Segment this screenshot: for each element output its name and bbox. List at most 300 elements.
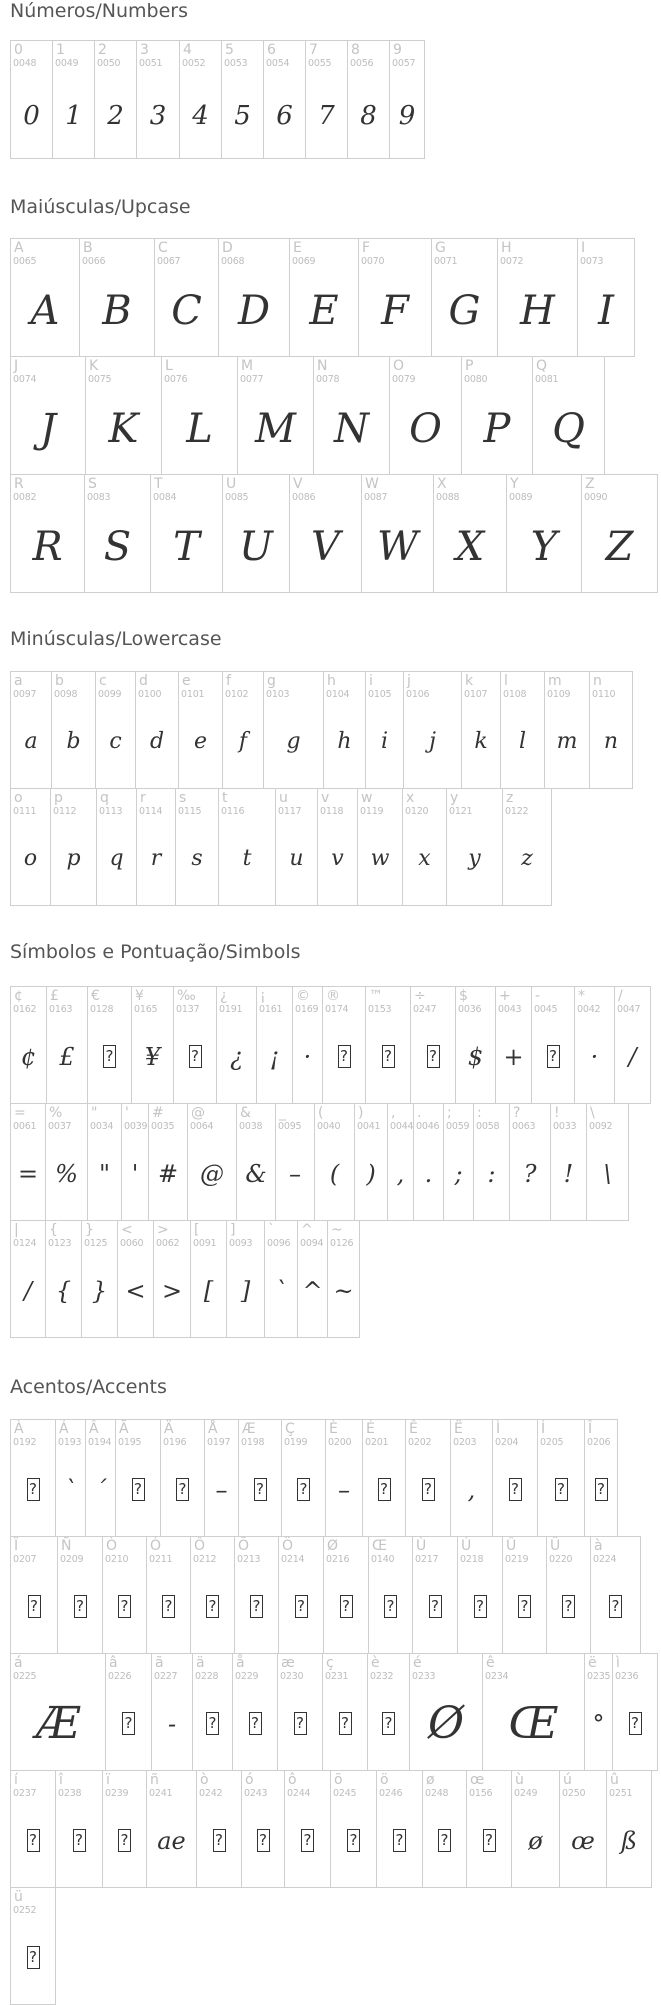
glyph-code: 0112	[53, 806, 77, 817]
glyph-label: Å	[208, 1421, 218, 1437]
glyph-cell	[95, 671, 136, 789]
section-title-numeros-numbers: Números/Numbers	[10, 0, 188, 22]
glyph-label: i	[369, 673, 373, 689]
glyph-label: ^	[301, 1222, 313, 1238]
missing-glyph-icon	[103, 1045, 116, 1068]
missing-glyph-icon	[340, 1595, 353, 1618]
glyph-cell	[221, 40, 264, 159]
glyph-cell	[546, 1536, 591, 1654]
glyph-code: 0039	[124, 1121, 148, 1132]
glyph-label: k	[465, 673, 474, 689]
glyph-sample: 4	[192, 101, 209, 131]
glyph-sample: /	[628, 1043, 637, 1071]
glyph-sample: ß	[620, 1827, 638, 1855]
glyph-label: t	[222, 790, 228, 806]
missing-glyph-icon	[250, 1595, 263, 1618]
glyph-label: g	[267, 673, 276, 689]
glyph-sample: ·	[303, 1043, 312, 1071]
glyph-sample: G	[448, 288, 481, 334]
glyph-code: 0051	[139, 58, 163, 69]
glyph-cell	[433, 474, 507, 593]
glyph-code: 0067	[157, 256, 181, 267]
glyph-cell	[190, 1220, 227, 1338]
glyph-cell	[495, 986, 532, 1104]
glyph-cell	[10, 671, 52, 789]
glyph-label: l	[504, 673, 508, 689]
section-title-acentos-accents: Acentos/Accents	[10, 1376, 167, 1398]
glyph-sample: C	[171, 288, 202, 334]
glyph-code: 0085	[225, 492, 249, 503]
glyph-cell	[50, 788, 97, 906]
glyph-code: 0192	[13, 1437, 37, 1448]
glyph-cell	[218, 788, 276, 906]
glyph-code: 0118	[320, 806, 344, 817]
glyph-label: á	[14, 1655, 23, 1671]
glyph-label: Ó	[150, 1538, 162, 1554]
missing-glyph-icon	[429, 1595, 442, 1618]
glyph-label: [	[194, 1222, 200, 1238]
glyph-label: ü	[14, 1889, 23, 1905]
missing-glyph-icon	[384, 1595, 397, 1618]
glyph-label: -	[535, 988, 541, 1004]
missing-glyph-icon	[132, 1478, 145, 1501]
glyph-code: 0055	[308, 58, 332, 69]
missing-glyph-icon	[27, 1946, 40, 1969]
glyph-cell	[466, 1770, 512, 1888]
missing-glyph-icon	[162, 1595, 175, 1618]
glyph-code: 0110	[592, 689, 616, 700]
glyph-label: Í	[541, 1421, 546, 1437]
glyph-sample	[493, 1478, 537, 1501]
glyph-sample: (	[329, 1160, 340, 1188]
glyph-sample	[366, 1045, 410, 1068]
glyph-label: ä	[196, 1655, 205, 1671]
glyph-code: 0035	[151, 1121, 175, 1132]
glyph-cell	[281, 1419, 326, 1537]
glyph-code: 0227	[154, 1671, 178, 1682]
missing-glyph-icon	[347, 1829, 360, 1852]
glyph-label: Û	[506, 1538, 517, 1554]
glyph-sample: u	[289, 846, 304, 871]
glyph-code: 0117	[278, 806, 302, 817]
glyph-label: 8	[351, 42, 360, 58]
missing-glyph-icon	[474, 1595, 487, 1618]
glyph-cell	[192, 1653, 233, 1771]
glyph-sample: ·	[590, 1043, 599, 1071]
missing-glyph-icon	[118, 1595, 131, 1618]
glyph-label: D	[222, 240, 233, 256]
glyph-label: ©	[296, 988, 310, 1004]
glyph-code: 0249	[514, 1788, 538, 1799]
glyph-cell	[614, 986, 651, 1104]
glyph-code: 0093	[229, 1238, 253, 1249]
glyph-cell	[446, 788, 503, 906]
glyph-label: b	[55, 673, 64, 689]
glyph-label: ø	[426, 1772, 435, 1788]
glyph-sample: S	[103, 524, 132, 570]
glyph-sample: l	[518, 729, 527, 754]
glyph-sample: Q	[552, 406, 585, 452]
glyph-label: o	[14, 790, 23, 806]
glyph-label: A	[14, 240, 24, 256]
glyph-code: 0083	[87, 492, 111, 503]
glyph-cell	[606, 1770, 652, 1888]
glyph-cell	[368, 1536, 413, 1654]
glyph-sample: 9	[398, 101, 416, 131]
glyph-code: 0079	[392, 374, 416, 385]
glyph-cell	[232, 1653, 278, 1771]
glyph-sample: P	[483, 406, 511, 452]
glyph-label: B	[83, 240, 93, 256]
glyph-sample	[239, 1478, 281, 1501]
glyph-sample	[197, 1829, 241, 1852]
glyph-label: d	[139, 673, 148, 689]
glyph-code: 0235	[587, 1671, 611, 1682]
glyph-cell	[305, 40, 348, 159]
missing-glyph-icon	[73, 1829, 86, 1852]
glyph-code: 0209	[60, 1554, 84, 1565]
glyph-label: h	[327, 673, 336, 689]
glyph-sample: `	[275, 1277, 287, 1305]
glyph-cell	[263, 671, 324, 789]
glyph-code: 0203	[453, 1437, 477, 1448]
glyph-label: Ç	[285, 1421, 295, 1437]
glyph-cell	[584, 1653, 613, 1771]
glyph-cell	[154, 238, 219, 357]
glyph-code: 0229	[235, 1671, 259, 1682]
glyph-cell	[410, 986, 456, 1104]
glyph-code: 0224	[593, 1554, 617, 1565]
glyph-cell	[502, 1536, 547, 1654]
glyph-code: 0054	[266, 58, 290, 69]
glyph-sample	[613, 1712, 657, 1735]
glyph-sample	[147, 1595, 190, 1618]
glyph-code: 0219	[505, 1554, 529, 1565]
glyph-sample	[88, 1045, 131, 1068]
glyph-sample	[406, 1478, 450, 1501]
glyph-cell	[179, 40, 222, 159]
glyph-label: ;	[447, 1105, 452, 1121]
glyph-sample: 0	[23, 101, 40, 131]
missing-glyph-icon	[595, 1478, 608, 1501]
glyph-code: 0096	[267, 1238, 291, 1249]
glyph-label: É	[366, 1421, 375, 1437]
missing-glyph-icon	[74, 1595, 87, 1618]
glyph-sample	[413, 1595, 457, 1618]
glyph-label: û	[610, 1772, 619, 1788]
glyph-code: 0205	[540, 1437, 564, 1448]
glyph-code: 0216	[326, 1554, 350, 1565]
glyph-cell	[317, 788, 358, 906]
missing-glyph-icon	[629, 1712, 642, 1735]
missing-glyph-icon	[339, 1712, 352, 1735]
glyph-code: 0237	[13, 1788, 37, 1799]
glyph-code: 0097	[13, 689, 37, 700]
glyph-code: 0095	[278, 1121, 302, 1132]
glyph-label: +	[499, 988, 511, 1004]
glyph-cell	[362, 1419, 406, 1537]
glyph-sample: p	[66, 846, 81, 871]
glyph-code: 0163	[49, 1004, 73, 1015]
glyph-code: 0063	[512, 1121, 536, 1132]
missing-glyph-icon	[438, 1829, 451, 1852]
glyph-sample: `	[64, 1476, 77, 1504]
glyph-sample	[369, 1595, 412, 1618]
glyph-code: 0090	[584, 492, 608, 503]
glyph-sample: q	[109, 846, 124, 871]
glyph-code: 0052	[182, 58, 206, 69]
glyph-cell	[10, 238, 80, 357]
glyph-label: J	[14, 358, 19, 374]
glyph-code: 0065	[13, 256, 37, 267]
glyph-cell	[81, 1220, 118, 1338]
glyph-cell	[10, 1103, 46, 1221]
glyph-code: 0113	[99, 806, 123, 817]
glyph-cell	[51, 671, 96, 789]
glyph-code: 0077	[240, 374, 264, 385]
glyph-cell	[234, 1536, 279, 1654]
glyph-sample: w	[370, 846, 390, 871]
glyph-label: 3	[140, 42, 149, 58]
glyph-label: P	[465, 358, 474, 374]
glyph-label: y	[450, 790, 459, 806]
glyph-cell	[102, 1770, 147, 1888]
glyph-sample	[331, 1829, 376, 1852]
missing-glyph-icon	[378, 1478, 391, 1501]
glyph-cell	[10, 1770, 56, 1888]
glyph-code: 0068	[221, 256, 245, 267]
glyph-label: )	[358, 1105, 364, 1121]
glyph-sample: n	[603, 729, 619, 754]
glyph-cell	[131, 986, 174, 1104]
glyph-cell	[52, 40, 95, 159]
glyph-cell	[10, 788, 51, 906]
glyph-label: ¢	[14, 988, 23, 1004]
glyph-code: 0232	[370, 1671, 394, 1682]
glyph-cell	[367, 1653, 410, 1771]
glyph-code: 0251	[609, 1788, 633, 1799]
glyph-sample	[11, 1478, 55, 1501]
glyph-cell	[450, 1419, 493, 1537]
glyph-sample: R	[32, 524, 63, 570]
glyph-label: ¿	[220, 988, 228, 1004]
glyph-sample	[174, 1045, 216, 1068]
glyph-cell	[544, 671, 590, 789]
glyph-cell	[455, 986, 496, 1104]
glyph-cell	[402, 788, 447, 906]
glyph-sample	[193, 1712, 232, 1735]
glyph-cell	[612, 1653, 658, 1771]
glyph-label: e	[182, 673, 191, 689]
glyph-sample: r	[150, 846, 162, 871]
glyph-code: 0088	[436, 492, 460, 503]
glyph-cell	[511, 1770, 560, 1888]
glyph-code: 0108	[503, 689, 527, 700]
glyph-code: 0201	[365, 1437, 389, 1448]
glyph-code: 0156	[469, 1788, 493, 1799]
glyph-label: &	[240, 1105, 251, 1121]
glyph-sample: %	[55, 1160, 78, 1188]
glyph-sample: ^	[302, 1277, 323, 1305]
glyph-label: ò	[200, 1772, 209, 1788]
glyph-code: 0233	[412, 1671, 436, 1682]
glyph-code: 0122	[505, 806, 529, 817]
missing-glyph-icon	[118, 1829, 131, 1852]
missing-glyph-icon	[27, 1829, 40, 1852]
glyph-code: 0241	[149, 1788, 173, 1799]
glyph-code: 0092	[589, 1121, 613, 1132]
glyph-label: ç	[326, 1655, 334, 1671]
glyph-label: U	[226, 476, 237, 492]
glyph-code: 0071	[434, 256, 458, 267]
missing-glyph-icon	[382, 1712, 395, 1735]
glyph-cell	[492, 1419, 538, 1537]
glyph-cell	[537, 1419, 585, 1537]
glyph-label: 7	[309, 42, 318, 58]
glyph-code: 0109	[547, 689, 571, 700]
glyph-sample	[58, 1595, 102, 1618]
glyph-label: è	[371, 1655, 380, 1671]
glyph-code: 0038	[239, 1121, 263, 1132]
glyph-sample	[279, 1595, 323, 1618]
glyph-cell	[292, 986, 323, 1104]
glyph-code: 0114	[139, 806, 163, 817]
glyph-code: 0231	[325, 1671, 349, 1682]
glyph-code: 0042	[577, 1004, 601, 1015]
glyph-cell	[589, 671, 633, 789]
glyph-code: 0236	[615, 1671, 639, 1682]
glyph-cell	[135, 671, 179, 789]
glyph-label: <	[121, 1222, 133, 1238]
glyph-code: 0073	[580, 256, 604, 267]
glyph-code: 0140	[371, 1554, 395, 1565]
glyph-sample: 1	[65, 101, 82, 131]
glyph-cell	[365, 671, 404, 789]
glyph-label: c	[99, 673, 107, 689]
glyph-label: ¥	[135, 988, 144, 1004]
glyph-code: 0115	[178, 806, 202, 817]
glyph-sample	[235, 1595, 278, 1618]
glyph-code: 0034	[90, 1121, 114, 1132]
glyph-cell	[275, 1103, 315, 1221]
glyph-code: 0106	[406, 689, 430, 700]
glyph-label: |	[14, 1222, 19, 1238]
glyph-label: é	[413, 1655, 422, 1671]
glyph-cell	[55, 1419, 86, 1537]
glyph-cell	[10, 1220, 46, 1338]
glyph-code: 0199	[284, 1437, 308, 1448]
glyph-label: X	[437, 476, 447, 492]
glyph-code: 0062	[156, 1238, 180, 1249]
glyph-label: j	[407, 673, 411, 689]
glyph-code: 0107	[464, 689, 488, 700]
glyph-code: 0057	[392, 58, 416, 69]
glyph-code: 0111	[13, 806, 37, 817]
glyph-label: Ã	[119, 1421, 129, 1437]
glyph-sample	[233, 1712, 277, 1735]
glyph-sample: b	[66, 729, 81, 754]
glyph-code: 0100	[138, 689, 162, 700]
glyph-code: 0218	[460, 1554, 484, 1565]
missing-glyph-icon	[297, 1478, 310, 1501]
glyph-sample: )	[366, 1160, 376, 1188]
glyph-sample: ¥	[144, 1043, 161, 1071]
glyph-label: r	[140, 790, 146, 806]
glyph-code: 0086	[292, 492, 316, 503]
glyph-code: 0217	[415, 1554, 439, 1565]
glyph-label: x	[406, 790, 415, 806]
glyph-label: s	[179, 790, 187, 806]
glyph-label: ¡	[260, 988, 266, 1004]
glyph-cell	[57, 1536, 103, 1654]
glyph-code: 0197	[207, 1437, 231, 1448]
glyph-label: W	[365, 476, 379, 492]
glyph-code: 0084	[153, 492, 177, 503]
glyph-label: ,	[391, 1105, 396, 1121]
glyph-cell	[457, 1536, 503, 1654]
glyph-cell	[190, 1536, 235, 1654]
glyph-cell	[500, 671, 545, 789]
glyph-code: 0137	[176, 1004, 200, 1015]
glyph-label: z	[506, 790, 514, 806]
glyph-label: È	[329, 1421, 338, 1437]
glyph-code: 0058	[476, 1121, 500, 1132]
section-title-simbolos-e-pontuacao-simbols: Símbolos e Pontuação/Simbols	[10, 941, 301, 963]
glyph-label: Ò	[106, 1538, 118, 1554]
glyph-sample: h	[337, 729, 352, 754]
glyph-code: 0069	[292, 256, 316, 267]
glyph-cell	[10, 1536, 58, 1654]
glyph-code: 0174	[325, 1004, 349, 1015]
glyph-label: ú	[563, 1772, 572, 1788]
glyph-code: 0195	[118, 1437, 142, 1448]
glyph-label: 4	[183, 42, 192, 58]
glyph-sample: I	[598, 288, 614, 334]
glyph-label: ï	[106, 1772, 110, 1788]
glyph-sample: s	[191, 846, 203, 871]
glyph-code: 0234	[485, 1671, 509, 1682]
glyph-code: 0074	[13, 374, 37, 385]
glyph-label: '	[125, 1105, 129, 1121]
glyph-sample	[467, 1829, 511, 1852]
glyph-sample	[532, 1045, 574, 1068]
missing-glyph-icon	[294, 1712, 307, 1735]
glyph-sample: -	[167, 1710, 177, 1738]
glyph-cell	[502, 788, 552, 906]
glyph-sample: F	[381, 288, 409, 334]
glyph-label: \	[590, 1105, 595, 1121]
glyph-label: ã	[155, 1655, 164, 1671]
glyph-sample: B	[102, 288, 132, 334]
glyph-label: ê	[486, 1655, 495, 1671]
glyph-cell	[590, 1536, 641, 1654]
glyph-cell	[409, 1653, 483, 1771]
glyph-cell	[45, 1103, 88, 1221]
glyph-sample	[591, 1595, 640, 1618]
glyph-cell	[151, 1653, 193, 1771]
glyph-sample: £	[59, 1043, 75, 1071]
glyph-code: 0048	[13, 58, 37, 69]
glyph-label: Ë	[454, 1421, 463, 1437]
glyph-code: 0196	[163, 1437, 187, 1448]
glyph-cell	[148, 1103, 188, 1221]
glyph-code: 0169	[295, 1004, 319, 1015]
glyph-label: Ê	[409, 1421, 418, 1437]
glyph-label: Ä	[164, 1421, 174, 1437]
glyph-sample: N	[334, 406, 369, 452]
glyph-code: 0248	[425, 1788, 449, 1799]
glyph-label: õ	[334, 1772, 343, 1788]
